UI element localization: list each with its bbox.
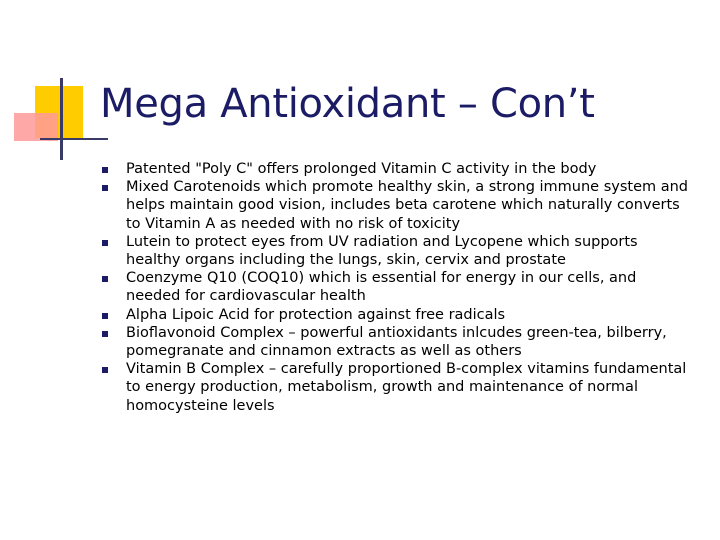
slide-title: Mega Antioxidant – Con’t [100, 81, 595, 127]
bullet-text: Bioflavonoid Complex – powerful antioxidants inlcudes green-tea, bilberry, pomegranate and cinnamon extracts as well as others [126, 324, 667, 360]
square-bullet-icon [102, 240, 108, 246]
bullet-item [114, 306, 694, 324]
square-bullet-icon [102, 367, 108, 373]
decorative-pink-square [14, 113, 58, 141]
bullet-text: Lutein to protect eyes from UV radiation and Lycopene which supports healthy organs including the lungs, skin, cervix and prostate [126, 233, 638, 269]
bullet-item [114, 324, 694, 360]
decorative-horizontal-line [40, 138, 108, 140]
square-bullet-icon [102, 167, 108, 173]
square-bullet-icon [102, 331, 108, 337]
bullet-item [114, 160, 694, 178]
square-bullet-icon [102, 313, 108, 319]
bullet-text: Coenzyme Q10 (COQ10) which is essential for energy in our cells, and needed for cardiovascular health [126, 270, 637, 305]
bullet-text: Patented "Poly C" offers prolonged Vitamin C activity in the body [126, 161, 597, 177]
bullet-list [114, 160, 694, 415]
square-bullet-icon [102, 185, 108, 191]
bullet-item [114, 233, 694, 269]
bullet-text: Vitamin B Complex – carefully proportioned B-complex vitamins fundamental to energy production, metabolism, growth and maintenance of normal homocysteine levels [126, 361, 687, 414]
bullet-item [114, 178, 694, 233]
square-bullet-icon [102, 276, 108, 282]
bullet-text: Alpha Lipoic Acid for protection against free radicals [126, 306, 506, 323]
decorative-vertical-line [60, 78, 63, 160]
bullet-text: Mixed Carotenoids which promote healthy skin, a strong immune system and helps maintain good vision, includes beta carotene which naturally converts to Vitamin A as needed with no risk of toxicity [126, 179, 689, 232]
bullet-item [114, 269, 694, 305]
bullet-item [114, 360, 694, 415]
